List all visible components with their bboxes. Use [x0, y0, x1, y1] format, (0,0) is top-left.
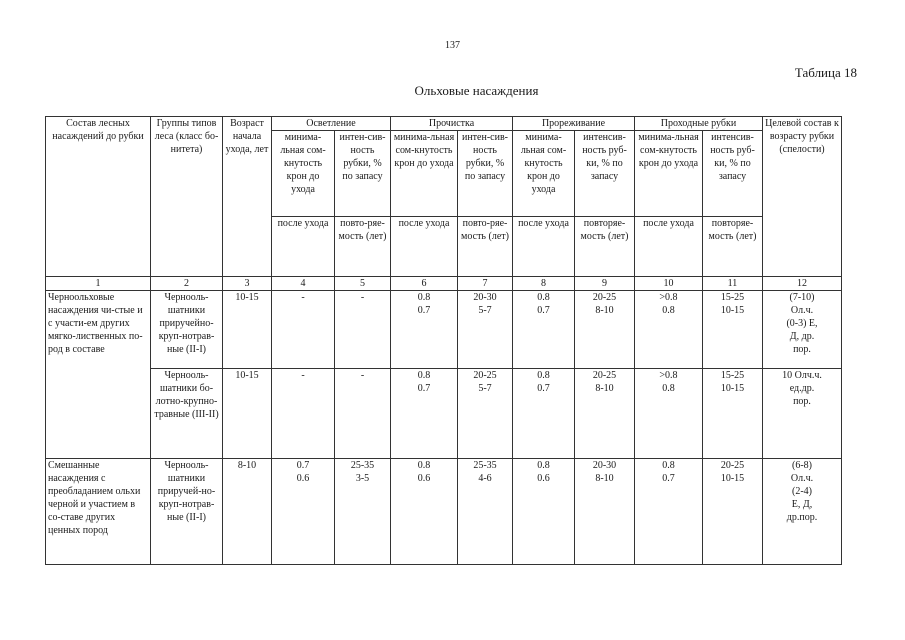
- composition-cell: Смешанные насаждения с преобладанием ольхи черной и участием в со-ставе других ценных пород: [46, 459, 151, 565]
- passage-min: [635, 369, 703, 459]
- lightening-intensity: [335, 291, 391, 369]
- header-thinning: Прореживание: [513, 117, 635, 131]
- header-min-before: минима-льная сом-кнутость крон до ухода: [635, 131, 703, 217]
- cell-line: 0.8: [417, 292, 431, 303]
- target-cell: [763, 369, 842, 459]
- thinning-min: [513, 459, 575, 565]
- cell-line: др.пор.: [786, 512, 818, 523]
- cell-line: ед.др.: [789, 383, 815, 394]
- header-repeat: повторяе-мость (лет): [575, 217, 635, 277]
- lightening-intensity: [335, 459, 391, 565]
- header-min-before: минима-льная сом-кнутость крон до ухода: [513, 131, 575, 217]
- cleaning-min: [391, 369, 458, 459]
- column-number: 2: [151, 277, 223, 291]
- cell-line: 20-25: [720, 460, 745, 471]
- cell-line: -: [301, 370, 305, 381]
- table-row: [46, 459, 842, 565]
- header-intensity: интенсив-ность руб-ки, % по запасу: [575, 131, 635, 217]
- passage-intensity: [703, 291, 763, 369]
- header-after: после ухода: [635, 217, 703, 277]
- header-cleaning: Прочистка: [391, 117, 513, 131]
- cell-line: 0.7: [662, 473, 675, 484]
- table-title: Ольховые насаждения: [414, 83, 539, 98]
- cell-line: 0.6: [296, 473, 310, 484]
- header-intensity: интен-сив-ность рубки, % по запасу: [458, 131, 513, 217]
- cell-line: 0.7: [537, 383, 550, 394]
- passage-intensity: [703, 369, 763, 459]
- column-number: 3: [223, 277, 272, 291]
- cell-line: 10-15: [720, 305, 745, 316]
- cell-line: 4-6: [478, 473, 492, 484]
- cell-line: Ол.ч.: [790, 473, 814, 484]
- cell-line: 0.6: [537, 473, 550, 484]
- cell-line: 0.8: [662, 383, 675, 394]
- passage-min: [635, 459, 703, 565]
- alder-stands-table: [45, 116, 842, 565]
- column-number: 5: [335, 277, 391, 291]
- cell-line: 0.7: [417, 305, 431, 316]
- header-repeat: повто-ряе-мость (лет): [458, 217, 513, 277]
- header-intensity: интенсив-ность руб-ки, % по запасу: [703, 131, 763, 217]
- header-repeat: повто-ряе-мость (лет): [335, 217, 391, 277]
- column-number: 8: [513, 277, 575, 291]
- column-number: 7: [458, 277, 513, 291]
- passage-intensity: [703, 459, 763, 565]
- thinning-intensity: [575, 369, 635, 459]
- table-row: [46, 291, 842, 369]
- cell-line: (2-4): [792, 486, 812, 497]
- cell-line: 8-10: [595, 305, 614, 316]
- cell-line: 5-7: [478, 383, 492, 394]
- age-cell: 10-15: [223, 291, 272, 369]
- cell-line: 0.8: [662, 460, 675, 471]
- cell-line: Е, Д,: [791, 499, 813, 510]
- cleaning-intensity: [458, 369, 513, 459]
- group-cell: Чернооль-шатники бо-лотно-крупно-травные (III-II): [151, 369, 223, 459]
- cell-line: 0.8: [417, 370, 431, 381]
- header-passage: Проходные рубки: [635, 117, 763, 131]
- cell-line: 8-10: [595, 383, 614, 394]
- cell-line: 0.8: [662, 305, 675, 316]
- header-after: после ухода: [513, 217, 575, 277]
- passage-min: [635, 291, 703, 369]
- header-intensity: интен-сив-ность рубки, % по запасу: [335, 131, 391, 217]
- cell-line: 8-10: [595, 473, 614, 484]
- cell-line: 20-25: [473, 370, 497, 381]
- cell-line: -: [301, 292, 305, 303]
- column-number: 12: [763, 277, 842, 291]
- cell-line: Ол.ч.: [790, 305, 814, 316]
- cell-line: 0.7: [417, 383, 431, 394]
- cell-line: -: [360, 370, 365, 381]
- header-groups: Группы типов леса (класс бо-нитета): [151, 117, 223, 277]
- page-number: 137: [445, 40, 460, 51]
- cleaning-intensity: [458, 291, 513, 369]
- cell-line: 20-30: [592, 460, 617, 471]
- cell-line: 0.8: [537, 370, 550, 381]
- cell-line: 20-25: [592, 370, 617, 381]
- cell-line: Д, др.: [789, 331, 815, 342]
- column-number: 4: [272, 277, 335, 291]
- cell-line: >0.8: [659, 292, 678, 303]
- table-row: [46, 369, 842, 459]
- thinning-intensity: [575, 291, 635, 369]
- cell-line: пор.: [793, 396, 811, 407]
- header-composition: Состав лесных насаждений до рубки: [46, 117, 151, 277]
- header-min-before: минима-льная сом-кнутость крон до ухода: [272, 131, 335, 217]
- header-target: Целевой состав к возрасту рубки (спелости): [763, 117, 842, 277]
- cell-line: 0.6: [417, 473, 431, 484]
- target-cell: [763, 459, 842, 565]
- lightening-min: [272, 291, 335, 369]
- cell-line: пор.: [793, 344, 811, 355]
- cell-line: 10-15: [720, 383, 745, 394]
- header-min-before: минима-льная сом-кнутость крон до ухода: [391, 131, 458, 217]
- thinning-min: [513, 291, 575, 369]
- cleaning-min: [391, 291, 458, 369]
- group-cell: Чернооль-шатники приручейно-круп-нотрав-ные (II-I): [151, 291, 223, 369]
- cleaning-min: [391, 459, 458, 565]
- cell-line: 25-35: [350, 460, 375, 471]
- cell-line: 5-7: [478, 305, 492, 316]
- cell-line: 0.8: [537, 292, 550, 303]
- header-lightening: Осветление: [272, 117, 391, 131]
- cell-line: (0-3) Е,: [786, 318, 818, 329]
- cell-line: 3-5: [355, 473, 370, 484]
- lightening-intensity: [335, 369, 391, 459]
- column-number: 9: [575, 277, 635, 291]
- cell-line: 0.7: [296, 460, 310, 471]
- cell-line: 0.7: [537, 305, 550, 316]
- cleaning-intensity: [458, 459, 513, 565]
- header-after: после ухода: [391, 217, 458, 277]
- thinning-min: [513, 369, 575, 459]
- cell-line: (7-10): [789, 292, 815, 303]
- age-cell: 10-15: [223, 369, 272, 459]
- cell-line: 20-25: [592, 292, 617, 303]
- age-cell: 8-10: [223, 459, 272, 565]
- header-after: после ухода: [272, 217, 335, 277]
- header-age: Возраст начала ухода, лет: [223, 117, 272, 277]
- column-number: 10: [635, 277, 703, 291]
- cell-line: 0.8: [537, 460, 550, 471]
- group-cell: Чернооль-шатники приручей-но-круп-нотрав-ные (II-I): [151, 459, 223, 565]
- cell-line: 15-25: [720, 292, 745, 303]
- lightening-min: [272, 369, 335, 459]
- cell-line: 15-25: [720, 370, 745, 381]
- cell-line: 0.8: [417, 460, 431, 471]
- cell-line: (6-8): [792, 460, 812, 471]
- cell-line: -: [360, 292, 365, 303]
- cell-line: 25-35: [473, 460, 497, 471]
- column-number: 11: [703, 277, 763, 291]
- cell-line: 20-30: [473, 292, 497, 303]
- column-number: 1: [46, 277, 151, 291]
- thinning-intensity: [575, 459, 635, 565]
- cell-line: 10 Олч.ч.: [782, 370, 822, 381]
- cell-line: >0.8: [659, 370, 678, 381]
- header-repeat: повторяе-мость (лет): [703, 217, 763, 277]
- target-cell: [763, 291, 842, 369]
- column-number: 6: [391, 277, 458, 291]
- lightening-min: [272, 459, 335, 565]
- cell-line: 10-15: [720, 473, 745, 484]
- composition-cell: Черноольховые насаждения чи-стые и с участи-ем других мягко-лиственных по-род в составе: [46, 291, 151, 459]
- table-label: Таблица 18: [794, 65, 857, 80]
